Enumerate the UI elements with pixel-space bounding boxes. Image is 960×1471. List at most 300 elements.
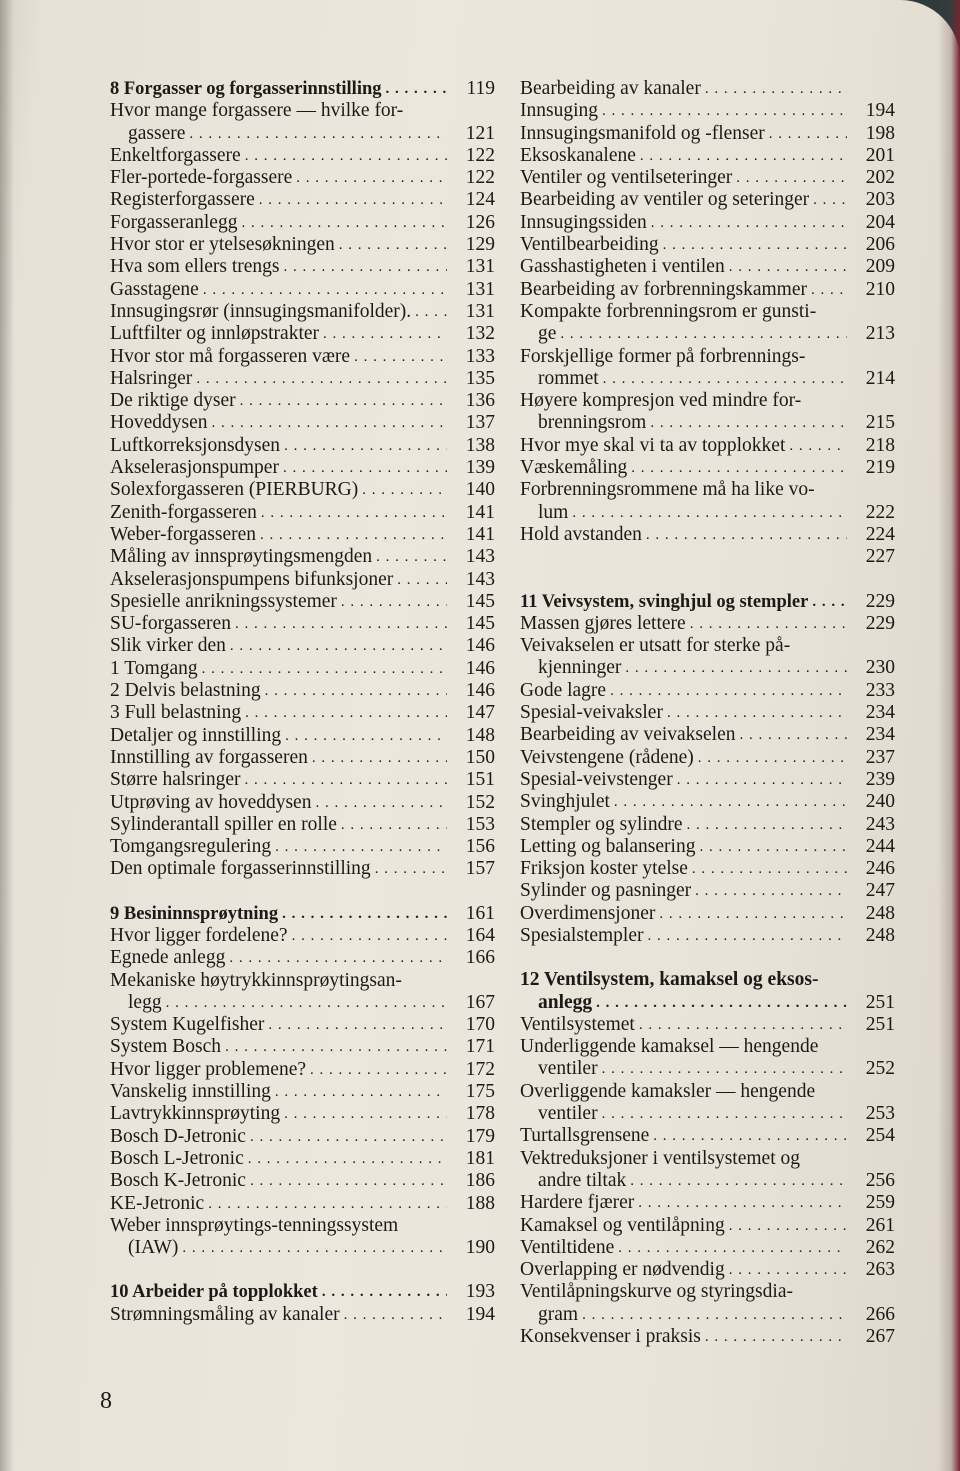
- toc-entry: [520, 323, 895, 345]
- toc-entry-continuation: kjenninger . . .: [520, 657, 847, 679]
- toc-entry-title: Spesialstempler . . .: [520, 925, 847, 947]
- toc-entry: [110, 368, 495, 390]
- toc-entry: [520, 412, 895, 434]
- toc-entry: [520, 1259, 895, 1281]
- toc-page-number: 240: [865, 791, 895, 813]
- toc-page-number: 146: [465, 680, 495, 702]
- toc-entry-title: Gode lagre . . .: [520, 680, 847, 702]
- toc-page-number: 267: [865, 1326, 895, 1348]
- toc-page-number: 203: [865, 189, 895, 211]
- toc-page-number: 239: [865, 768, 895, 790]
- toc-page-number: 202: [865, 167, 895, 189]
- toc-entry-title: Stempler og sylindre . . .: [520, 814, 847, 836]
- toc-entry: [520, 1125, 895, 1147]
- toc-entry-title: Ventilsystemet . . .: [520, 1014, 847, 1036]
- toc-entry-continuation: gram . . .: [520, 1304, 847, 1326]
- toc-page-number: 234: [865, 724, 895, 746]
- toc-entry-title: Høyere kompresjon ved mindre for-: [520, 390, 802, 412]
- toc-entry-title: Ventiltidene . . .: [520, 1237, 847, 1259]
- toc-entry-title: Bearbeiding av forbrenningskammer . . .: [520, 279, 847, 301]
- toc-entry-title: Hvor stor må forgasseren være . . .: [110, 346, 447, 368]
- toc-entry-title: Overlapping er nødvendig . . .: [520, 1259, 847, 1281]
- toc-entry: [520, 814, 895, 836]
- toc-entry: [520, 189, 895, 211]
- toc-entry: [520, 368, 895, 390]
- toc-entry-title: Sylinderantall spiller en rolle . . .: [110, 814, 447, 836]
- toc-entry: [520, 880, 895, 902]
- toc-entry-title: Enkeltforgassere . . .: [110, 145, 447, 167]
- toc-page-number: 131: [465, 300, 495, 322]
- toc-entry-title: Innsuging . . .: [520, 100, 847, 122]
- toc-entry-title: Svinghjulet . . .: [520, 791, 847, 813]
- toc-entry: [110, 635, 495, 657]
- toc-page-number: 233: [865, 679, 895, 701]
- toc-page-number: 148: [465, 724, 495, 746]
- toc-entry: [110, 1036, 495, 1058]
- toc-entry: [110, 1237, 495, 1259]
- toc-entry: [110, 947, 495, 969]
- toc-entry-title: 9 Besininnsprøytning . . .: [110, 903, 447, 925]
- toc-page-number: 253: [865, 1103, 895, 1125]
- toc-entry-title: Hold avstanden . . .: [520, 524, 847, 546]
- toc-entry-continuation: lum . . .: [520, 502, 847, 524]
- toc-page-number: 219: [865, 457, 895, 479]
- toc-entry: [110, 346, 495, 368]
- toc-page-number: 230: [865, 657, 895, 679]
- toc-page-number: 153: [465, 813, 495, 835]
- toc-entry-continuation: andre tiltak . . .: [520, 1170, 847, 1192]
- toc-entry: [110, 747, 495, 769]
- toc-entry-title: Letting og balansering . . .: [520, 836, 847, 858]
- toc-entry-title: Vektreduksjoner i ventilsystemet og: [520, 1147, 800, 1169]
- toc-page-number: 175: [465, 1081, 495, 1103]
- toc-page-number: 147: [465, 702, 495, 724]
- toc-entry: [520, 256, 895, 278]
- toc-page-number: 156: [465, 836, 495, 858]
- toc-page-number: 248: [865, 924, 895, 946]
- toc-entry-title: Innsugingsmanifold og -flenser . . .: [520, 123, 847, 145]
- toc-page-number: 254: [865, 1125, 895, 1147]
- toc-entry: [520, 145, 895, 167]
- toc-page-number: 247: [865, 880, 895, 902]
- toc-entry: [110, 1170, 495, 1192]
- toc-page-number: 243: [865, 813, 895, 835]
- toc-entry-title: KE-Jetronic . . .: [110, 1193, 447, 1215]
- toc-page-number: 190: [465, 1237, 495, 1259]
- section-gap: [520, 947, 895, 969]
- toc-entry: [520, 724, 895, 746]
- toc-entry: [520, 925, 895, 947]
- toc-entry-title: Overdimensjoner . . .: [520, 903, 847, 925]
- toc-entry-title: Væskemåling . . .: [520, 457, 847, 479]
- toc-page-number: 188: [465, 1192, 495, 1214]
- toc-page-number: 263: [865, 1259, 895, 1281]
- toc-entry: [110, 925, 495, 947]
- toc-entry-title: Slik virker den . . .: [110, 635, 447, 657]
- toc-entry: [110, 145, 495, 167]
- toc-entry: [110, 658, 495, 680]
- toc-entry-continuation: legg . . .: [110, 992, 447, 1014]
- toc-page-number: 224: [865, 523, 895, 545]
- toc-entry: [520, 657, 895, 679]
- toc-page-number: 266: [865, 1303, 895, 1325]
- toc-page-number: 251: [865, 1013, 895, 1035]
- toc-entry: [110, 814, 495, 836]
- toc-page-number: 132: [465, 323, 495, 345]
- toc-entry-title: Bearbeiding av veivakselen . . .: [520, 724, 847, 746]
- toc-entry-title: Luftfilter og innløpstrakter . . .: [110, 323, 447, 345]
- toc-page-number: 172: [465, 1058, 495, 1080]
- toc-page-number: 170: [465, 1014, 495, 1036]
- toc-page-number: 164: [465, 924, 495, 946]
- toc-entry-title: Hva som ellers trengs . . .: [110, 256, 447, 278]
- toc-entry-title: Mekaniske høytrykkinnsprøytingsan-: [110, 969, 402, 991]
- toc-right-column: [520, 78, 895, 1348]
- toc-entry: [110, 769, 495, 791]
- toc-entry-title: Forbrenningsrommene må ha like vo-: [520, 479, 815, 501]
- toc-entry: [110, 836, 495, 858]
- toc-entry: [110, 189, 495, 211]
- toc-entry: [520, 791, 895, 813]
- toc-entry-title: Lavtrykkinnsprøyting . . .: [110, 1103, 447, 1125]
- toc-entry-continuation: rommet . . .: [520, 368, 847, 390]
- toc-page-number: 194: [865, 100, 895, 122]
- toc-entry-title: Ventiler og ventilseteringer . . .: [520, 167, 847, 189]
- book-cover-edge: [938, 0, 960, 1471]
- toc-page-number: 146: [465, 657, 495, 679]
- toc-page-number: 210: [865, 278, 895, 300]
- toc-entry: [110, 1148, 495, 1170]
- toc-entry-title: Innsugingssiden . . .: [520, 212, 847, 234]
- toc-entry: [520, 1192, 895, 1214]
- toc-page-number: 122: [465, 144, 495, 166]
- toc-entry: [520, 836, 895, 858]
- toc-entry-title: Egnede anlegg . . .: [110, 947, 447, 969]
- toc-entry: [520, 234, 895, 256]
- toc-entry: [520, 1237, 895, 1259]
- toc-page-number: 237: [865, 746, 895, 768]
- toc-entry-title: Friksjon koster ytelse . . .: [520, 858, 847, 880]
- toc-entry-title: Detaljer og innstilling . . .: [110, 725, 447, 747]
- toc-page-number: 256: [865, 1169, 895, 1191]
- toc-entry: [520, 78, 895, 100]
- toc-page-number: 129: [465, 234, 495, 256]
- page-gutter-shadow: [0, 0, 14, 1471]
- toc-entry-title: Akselerasjonspumper . . .: [110, 457, 447, 479]
- toc-page-number: 209: [865, 256, 895, 278]
- section-gap: [110, 881, 495, 903]
- toc-page-number: 131: [465, 256, 495, 278]
- toc-entry-continuation: anlegg . . .: [520, 992, 847, 1014]
- toc-entry-continuation: brenningsrom . . .: [520, 412, 847, 434]
- toc-page-number: 161: [465, 902, 495, 924]
- toc-entry-title: System Kugelfisher . . .: [110, 1014, 447, 1036]
- toc-page-number: 143: [465, 568, 495, 590]
- toc-entry: [520, 167, 895, 189]
- toc-page-number: 194: [465, 1303, 495, 1325]
- toc-entry-title: Vanskelig innstilling . . .: [110, 1081, 447, 1103]
- toc-entry-continuation: (IAW) . . .: [110, 1237, 447, 1259]
- toc-entry: [110, 212, 495, 234]
- toc-entry: [520, 1014, 895, 1036]
- toc-entry: [110, 457, 495, 479]
- toc-entry: [110, 613, 495, 635]
- toc-page-number: 227: [865, 546, 895, 568]
- toc-page-number: 146: [465, 635, 495, 657]
- toc-entry: [110, 591, 495, 613]
- toc-entry-title: Halsringer . . .: [110, 368, 447, 390]
- toc-entry-title: Bearbeiding av ventiler og seteringer . . .: [520, 189, 847, 211]
- toc-page-number: 145: [465, 590, 495, 612]
- toc-entry-title: Luftkorreksjonsdysen . . .: [110, 435, 447, 457]
- toc-page-number: 186: [465, 1170, 495, 1192]
- toc-entry-title: Innstilling av forgasseren . . .: [110, 747, 447, 769]
- toc-entry-title: Fler-portede-forgassere . . .: [110, 167, 447, 189]
- toc-page-number: 259: [865, 1192, 895, 1214]
- toc-entry: [520, 1170, 895, 1192]
- toc-entry: [520, 769, 895, 791]
- toc-entry-title: Ventilåpningskurve og styringsdia-: [520, 1281, 793, 1303]
- toc-entry: [520, 212, 895, 234]
- toc-page-number: 137: [465, 412, 495, 434]
- toc-entry: [110, 234, 495, 256]
- toc-page-number: 119: [466, 78, 495, 99]
- toc-page-number: 152: [465, 791, 495, 813]
- toc-entry-title: Veivstengene (rådene) . . .: [520, 747, 847, 769]
- toc-page-number: 229: [865, 590, 895, 612]
- toc-page-number: 139: [465, 457, 495, 479]
- toc-entry: [520, 524, 895, 546]
- toc-page-number: 135: [465, 367, 495, 389]
- toc-page-number: 251: [865, 991, 895, 1013]
- toc-entry-title: Overliggende kamaksler — hengende: [520, 1080, 816, 1102]
- toc-entry: [110, 1059, 495, 1081]
- toc-entry: [520, 546, 895, 568]
- toc-entry-title: Hvor ligger problemene? . . .: [110, 1059, 447, 1081]
- toc-entry: [110, 546, 495, 568]
- toc-entry-title: 8 Forgasser og forgasserinnstilling . . .: [110, 78, 447, 100]
- toc-entry-title: Utprøving av hoveddysen . . .: [110, 792, 447, 814]
- toc-entry: [110, 725, 495, 747]
- toc-page-number: 141: [465, 523, 495, 545]
- toc-entry: [110, 479, 495, 501]
- toc-entry: [520, 992, 895, 1014]
- toc-page-number: 121: [465, 122, 495, 144]
- toc-page-number: 214: [865, 367, 895, 389]
- toc-entry: [110, 1126, 495, 1148]
- toc-entry: [110, 1304, 495, 1326]
- toc-page-number: 248: [865, 902, 895, 924]
- toc-entry: [110, 1193, 495, 1215]
- toc-page-number: 234: [865, 702, 895, 724]
- toc-entry-title: Registerforgassere . . .: [110, 189, 447, 211]
- section-gap: [520, 569, 895, 591]
- toc-entry-title: Weber innsprøytings-tenningssystem: [110, 1214, 399, 1236]
- toc-entry: [110, 435, 495, 457]
- toc-page-number: 201: [865, 144, 895, 166]
- toc-chapter-heading: [110, 1281, 495, 1303]
- toc-entry-title: 3 Full belastning . . .: [110, 702, 447, 724]
- page-number: 8: [100, 1388, 112, 1414]
- toc-left-column: [110, 78, 495, 1326]
- toc-entry-title: Konsekvenser i praksis . . .: [520, 1326, 847, 1348]
- toc-entry: [110, 301, 495, 323]
- toc-page-number: 244: [865, 835, 895, 857]
- toc-page-number: 157: [465, 858, 495, 880]
- toc-page-number: 124: [465, 189, 495, 211]
- toc-chapter-heading: 12 Ventilsystem, kamaksel og eksos-: [520, 969, 819, 991]
- toc-page-number: 133: [465, 345, 495, 367]
- toc-entry: [520, 1103, 895, 1125]
- toc-entry: [110, 1014, 495, 1036]
- toc-entry-continuation: ge . . .: [520, 323, 847, 345]
- toc-entry: [110, 256, 495, 278]
- toc-entry-continuation: ventiler . . .: [520, 1058, 847, 1080]
- toc-entry-title: 11 Veivsystem, svinghjul og stempler . . .: [520, 591, 847, 613]
- toc-entry-title: Zenith-forgasseren . . .: [110, 502, 447, 524]
- toc-entry: [520, 123, 895, 145]
- toc-entry-title: Hvor mye skal vi ta av topplokket . . .: [520, 435, 847, 457]
- toc-entry-title: 10 Arbeider på topplokket . . .: [110, 1281, 447, 1303]
- toc-page-number: 166: [465, 947, 495, 969]
- toc-entry: [520, 100, 895, 122]
- toc-page-number: 222: [865, 501, 895, 523]
- toc-entry-title: Gasstagene . . .: [110, 279, 447, 301]
- toc-page-number: 213: [865, 323, 895, 345]
- toc-entry-title: Spesielle anrikningssystemer . . .: [110, 591, 447, 613]
- toc-entry-title: Kompakte forbrenningsrom er gunsti-: [520, 300, 817, 322]
- toc-entry: [520, 747, 895, 769]
- toc-page-number: 179: [465, 1125, 495, 1147]
- toc-entry: [110, 524, 495, 546]
- toc-page-number: 122: [465, 167, 495, 189]
- toc-entry: [520, 502, 895, 524]
- toc-entry-continuation: ventiler . . .: [520, 1103, 847, 1125]
- toc-entry-title: Innsugingsrør (innsugingsmanifolder). . . .: [110, 301, 447, 323]
- toc-entry: [520, 680, 895, 702]
- toc-page-number: 181: [465, 1147, 495, 1169]
- toc-page-number: 229: [865, 612, 895, 634]
- toc-entry: [110, 792, 495, 814]
- toc-page-number: 131: [465, 278, 495, 300]
- toc-entry-title: 2 Delvis belastning . . .: [110, 680, 447, 702]
- toc-entry-title: Bosch D-Jetronic . . .: [110, 1126, 447, 1148]
- toc-entry-title: Spesial-veivaksler . . .: [520, 702, 847, 724]
- toc-entry-title: SU-forgasseren . . .: [110, 613, 447, 635]
- toc-entry-title: Turtallsgrensene . . .: [520, 1125, 847, 1147]
- toc-page-number: 215: [865, 412, 895, 434]
- toc-page-number: 136: [465, 390, 495, 412]
- toc-page-number: 261: [865, 1214, 895, 1236]
- toc-page-number: 193: [465, 1281, 495, 1303]
- toc-entry-title: Strømningsmåling av kanaler . . .: [110, 1304, 447, 1326]
- toc-entry: [110, 680, 495, 702]
- toc-entry-continuation: gassere . . .: [110, 123, 447, 145]
- toc-page-number: 252: [865, 1058, 895, 1080]
- toc-entry-title: Eksoskanalene . . .: [520, 145, 847, 167]
- toc-entry-title: Underliggende kamaksel — hengende: [520, 1036, 819, 1058]
- toc-entry: [520, 858, 895, 880]
- toc-entry: [520, 279, 895, 301]
- toc-entry-title: De riktige dyser . . .: [110, 390, 447, 412]
- toc-entry-title: Bosch L-Jetronic . . .: [110, 1148, 447, 1170]
- toc-page-number: 167: [465, 991, 495, 1013]
- section-gap: [110, 1259, 495, 1281]
- toc-page-number: 126: [465, 211, 495, 233]
- toc-page-number: 141: [465, 501, 495, 523]
- toc-page-number: 204: [865, 211, 895, 233]
- toc-entry-title: Hvor ligger fordelene? . . .: [110, 925, 447, 947]
- toc-entry: [110, 390, 495, 412]
- toc-entry: [110, 992, 495, 1014]
- toc-entry: [520, 1215, 895, 1237]
- toc-entry-title: Sylinder og pasninger . . .: [520, 880, 847, 902]
- toc-entry-title: Spesial-veivstenger . . .: [520, 769, 847, 791]
- toc-entry-title: Weber-forgasseren . . .: [110, 524, 447, 546]
- toc-entry: [110, 858, 495, 880]
- toc-page-number: 143: [465, 546, 495, 568]
- toc-page-number: 262: [865, 1236, 895, 1258]
- toc-page-number: 140: [465, 479, 495, 501]
- toc-entry: [110, 279, 495, 301]
- toc-page-number: 138: [465, 434, 495, 456]
- toc-entry-title: Hvor stor er ytelsesøkningen . . .: [110, 234, 447, 256]
- toc-entry-title: Forgasseranlegg . . .: [110, 212, 447, 234]
- toc-chapter-heading: [110, 78, 495, 100]
- toc-entry-title: Bosch K-Jetronic . . .: [110, 1170, 447, 1192]
- toc-entry: [110, 1103, 495, 1125]
- toc-entry-title: Gasshastigheten i ventilen . . .: [520, 256, 847, 278]
- toc-page-number: 246: [865, 858, 895, 880]
- toc-entry-title: Hvor mange forgassere — hvilke for-: [110, 100, 404, 122]
- toc-entry-title: Måling av innsprøytingsmengden . . .: [110, 546, 447, 568]
- toc-entry: [520, 1304, 895, 1326]
- toc-page-number: 178: [465, 1103, 495, 1125]
- toc-entry-title: System Bosch . . .: [110, 1036, 447, 1058]
- toc-chapter-heading: [110, 903, 495, 925]
- toc-entry-title: Hardere fjærer . . .: [520, 1192, 847, 1214]
- toc-entry: [520, 435, 895, 457]
- toc-entry: [110, 123, 495, 145]
- toc-entry: [110, 323, 495, 345]
- toc-page-number: 198: [865, 122, 895, 144]
- toc-page-number: 171: [465, 1036, 495, 1058]
- toc-entry: [520, 1326, 895, 1348]
- toc-entry: [520, 457, 895, 479]
- toc-entry-title: Veivakselen er utsatt for sterke på-: [520, 635, 791, 657]
- toc-entry-title: Den optimale forgasserinnstilling . . .: [110, 858, 447, 880]
- toc-entry: [110, 502, 495, 524]
- toc-entry: [110, 1081, 495, 1103]
- toc-entry: [110, 702, 495, 724]
- toc-entry: [110, 569, 495, 591]
- toc-page-number: 218: [865, 434, 895, 456]
- toc-entry: [110, 167, 495, 189]
- toc-entry-title: Tomgangsregulering . . .: [110, 836, 447, 858]
- toc-entry-title: Kamaksel og ventilåpning . . .: [520, 1215, 847, 1237]
- toc-page-number: 206: [865, 234, 895, 256]
- toc-entry: [110, 412, 495, 434]
- toc-entry-title: Større halsringer . . .: [110, 769, 447, 791]
- toc-page-number: 150: [465, 746, 495, 768]
- toc-entry-title: Bearbeiding av kanaler . . .: [520, 78, 847, 100]
- toc-entry: [520, 903, 895, 925]
- toc-entry-title: Solexforgasseren (PIERBURG) . . .: [110, 479, 447, 501]
- toc-entry: [520, 613, 895, 635]
- toc-entry-title: Massen gjøres lettere . . .: [520, 613, 847, 635]
- toc-entry-title: Akselerasjonspumpens bifunksjoner . . .: [110, 569, 447, 591]
- toc-chapter-heading: [520, 591, 895, 613]
